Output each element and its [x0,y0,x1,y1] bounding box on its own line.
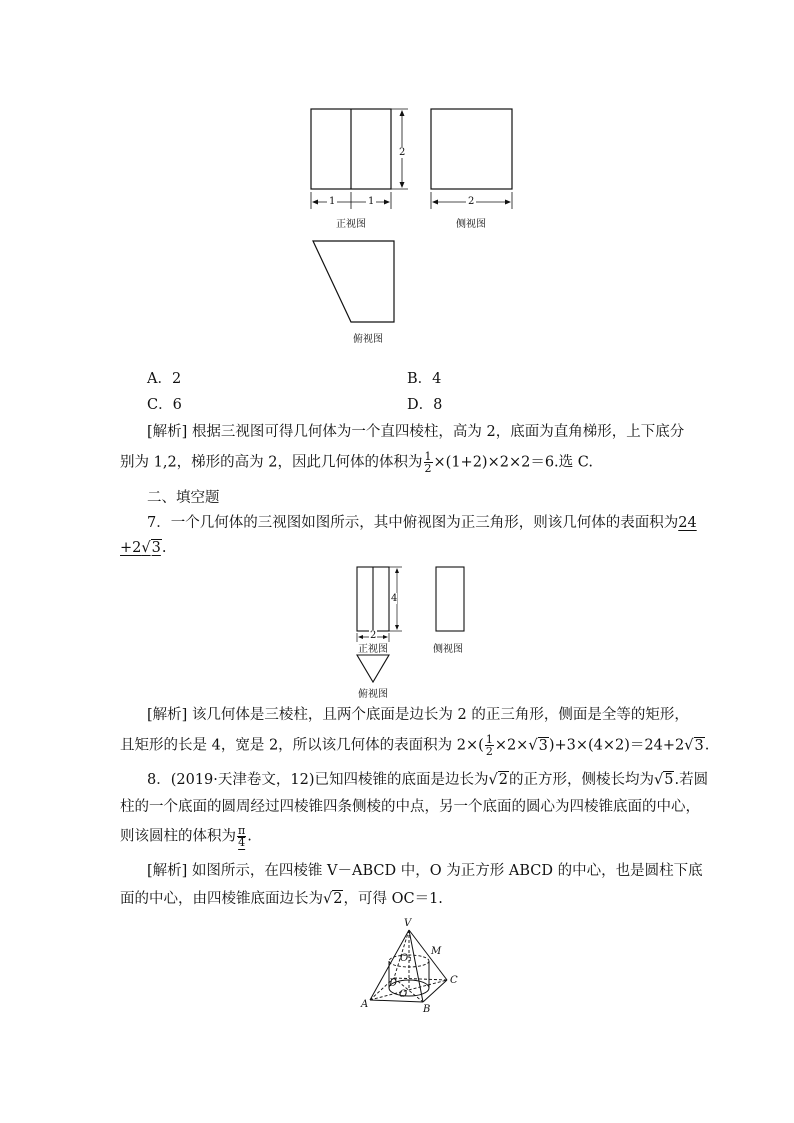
solution-text: 如图所示，在四棱锥 V－ABCD 中，O 为正方形 ABCD 的中心，也是圆柱下底 [191,863,703,879]
point-m-label: M [431,946,442,957]
question-7-line-2: +2√3. [120,540,167,556]
dim-right-label: 1 [368,196,375,207]
front-view-caption: 正视图 [336,219,366,230]
dim-width-label: 2 [370,630,377,641]
vertex-c-label: C [450,975,458,986]
answer: $\frac{\pi}{4}$ [238,824,246,849]
dim-left-label: 1 [329,196,336,207]
vertex-v-label: V [404,918,412,929]
vertex-d-label: D [389,978,398,989]
choice-b: B．4 [407,371,442,387]
solution-tag: [解析] [147,707,188,723]
front-view-caption: 正视图 [358,644,388,655]
dim-height-label: 2 [399,147,406,158]
solution-tag: [解析] [147,424,188,440]
solution-text: 别为 1,2，梯形的高为 2，因此几何体的体积为 [120,454,423,471]
solution-text: 该几何体是三棱柱，且两个底面是边长为 2 的正三角形，侧面是全等的矩形， [191,707,689,723]
solution-7-line-2: 且矩形的长是 4，宽是 2，所以该几何体的表面积为 2×( $\frac{1}{2}$ ×2×√3)+3×(4×2)＝24+2√3. [120,733,710,758]
side-view-caption: 侧视图 [456,219,486,230]
point-o-label: O [399,989,408,1000]
fraction: $\frac{1}{2}$ [424,450,432,475]
question-8-line-1: 8．(2019·天津卷文，12)已知四棱锥的底面是边长为√2的正方形，侧棱长均为√5.若圆 [147,772,709,788]
solution-tag: [解析] [147,863,188,879]
choice-c: C．6 [147,397,182,413]
vertex-b-label: B [423,1004,431,1015]
side-view-caption: 侧视图 [433,644,463,655]
question-text: 7．一个几何体的三视图如图所示，其中俯视图为正三角形，则该几何体的表面积为 [147,515,679,531]
choice-a: A．2 [147,371,182,387]
section-heading: 二、填空题 [147,490,220,506]
answer: 24 [678,515,697,531]
side-dim-label: 2 [468,196,475,207]
dim-height-label: 4 [391,593,398,604]
top-view-caption: 俯视图 [353,334,383,345]
question-8-line-3: 则该圆柱的体积为 $\frac{\pi}{4}$ . [120,824,252,849]
point-o1-label: O₁ [400,953,413,964]
solution-text: 根据三视图可得几何体为一个直四棱柱，高为 2，底面为直角梯形，上下底分 [191,424,685,440]
fraction: $\frac{1}{2}$ [485,733,493,758]
vertex-a-label: A [361,999,369,1010]
choice-d: D．8 [407,397,443,413]
solution-text: ×(1+2)×2×2＝6.选 C. [433,454,593,471]
top-view-caption: 俯视图 [358,689,388,700]
solution-8-line-2: 面的中心，由四棱锥底面边长为√2，可得 OC＝1. [120,891,443,907]
answer: +2√3 [120,540,161,556]
question-8-line-2: 柱的一个底面的圆周经过四棱锥四条侧棱的中点，另一个底面的圆心为四棱锥底面的中心， [120,799,700,815]
